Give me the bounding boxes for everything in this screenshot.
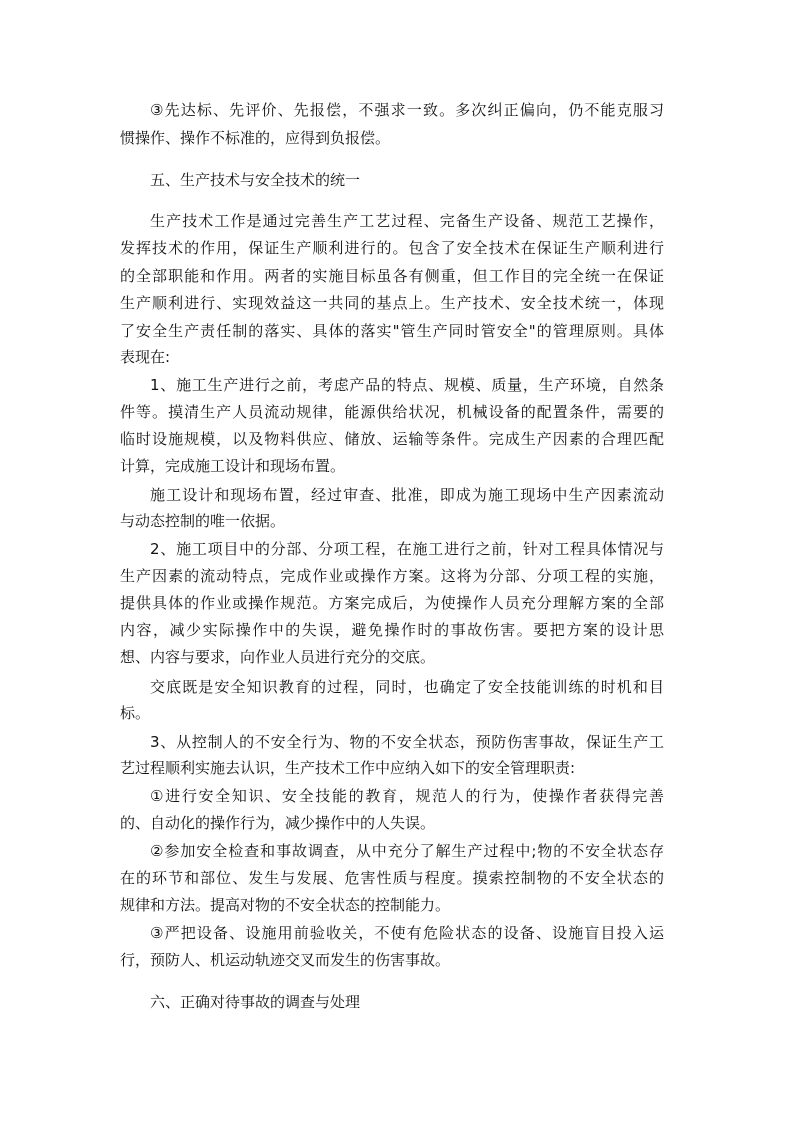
paragraph-line: ②参加安全检查和事故调查，从中充分了解生产过程中;物的不安全状态存 <box>150 842 664 860</box>
paragraph-line: 内容，减少实际操作中的失误，避免操作时的事故伤害。要把方案的设计思 <box>120 621 664 639</box>
paragraph-line: 生产因素的流动特点，完成作业或操作方案。这将为分部、分项工程的实施， <box>120 567 664 585</box>
paragraph-line: 标。 <box>120 704 151 722</box>
paragraph-line: 3、从控制人的不安全行为、物的不安全状态，预防伤害事故，保证生产工 <box>150 733 664 751</box>
paragraph-line: 在的环节和部位、发生与发展、危害性质与程度。摸索控制物的不安全状态的 <box>120 869 664 887</box>
paragraph-line: ③严把设备、设施用前验收关，不使有危险状态的设备、设施盲目投入运 <box>150 924 664 942</box>
paragraph-line: 生产顺利进行、实现效益这一共同的基点上。生产技术、安全技术统一，体现 <box>120 294 664 312</box>
paragraph-line: 提供具体的作业或操作规范。方案完成后，为使操作人员充分理解方案的全部 <box>120 594 664 612</box>
paragraph-line: 1、施工生产进行之前，考虑产品的特点、规模、质量，生产环境，自然条 <box>150 376 664 394</box>
section-heading-6: 六、正确对待事故的调查与处理 <box>150 993 361 1011</box>
paragraph-line: 发挥技术的作用，保证生产顺利进行的。包含了安全技术在保证生产顺利进行 <box>120 239 664 257</box>
paragraph-line: 临时设施规模，以及物料供应、储放、运输等条件。完成生产因素的合理匹配 <box>120 430 664 448</box>
paragraph-line: 行，预防人、机运动轨迹交叉而发生的伤害事故。 <box>120 951 451 969</box>
paragraph-line: 规律和方法。提高对物的不安全状态的控制能力。 <box>120 896 451 914</box>
paragraph-line: 交底既是安全知识教育的过程，同时，也确定了安全技能训练的时机和目 <box>150 678 664 696</box>
paragraph-line: 计算，完成施工设计和现场布置。 <box>120 457 346 475</box>
paragraph-line: 惯操作、操作不标准的，应得到负报偿。 <box>120 129 391 147</box>
paragraph-line: 与动态控制的唯一依据。 <box>120 512 286 530</box>
paragraph-line: 件等。摸清生产人员流动规律，能源供给状况，机械设备的配置条件，需要的 <box>120 403 664 421</box>
paragraph-line: 艺过程顺利实施去认识，生产技术工作中应纳入如下的安全管理职责: <box>120 759 576 777</box>
paragraph-line: 2、施工项目中的分部、分项工程，在施工进行之前，针对工程具体情况与 <box>150 540 664 558</box>
paragraph-line: 了安全生产责任制的落实、具体的落实"管生产同时管安全"的管理原则。具体 <box>120 322 664 340</box>
paragraph-line: 生产技术工作是通过完善生产工艺过程、完备生产设备、规范工艺操作， <box>150 212 664 230</box>
paragraph-line: 的全部职能和作用。两者的实施目标虽各有侧重，但工作目的完全统一在保证 <box>120 267 664 285</box>
paragraph-line: ③先达标、先评价、先报偿，不强求一致。多次纠正偏向，仍不能克服习 <box>150 101 664 119</box>
section-heading-5: 五、生产技术与安全技术的统一 <box>150 171 361 189</box>
paragraph-line: 想、内容与要求，向作业人员进行充分的交底。 <box>120 648 436 666</box>
paragraph-line: 施工设计和现场布置，经过审查、批准，即成为施工现场中生产因素流动 <box>150 486 664 504</box>
paragraph-line: ①进行安全知识、安全技能的教育，规范人的行为，使操作者获得完善 <box>150 787 664 805</box>
paragraph-line: 的、自动化的操作行为，减少操作中的人失误。 <box>120 814 436 832</box>
paragraph-line: 表现在: <box>120 348 171 366</box>
